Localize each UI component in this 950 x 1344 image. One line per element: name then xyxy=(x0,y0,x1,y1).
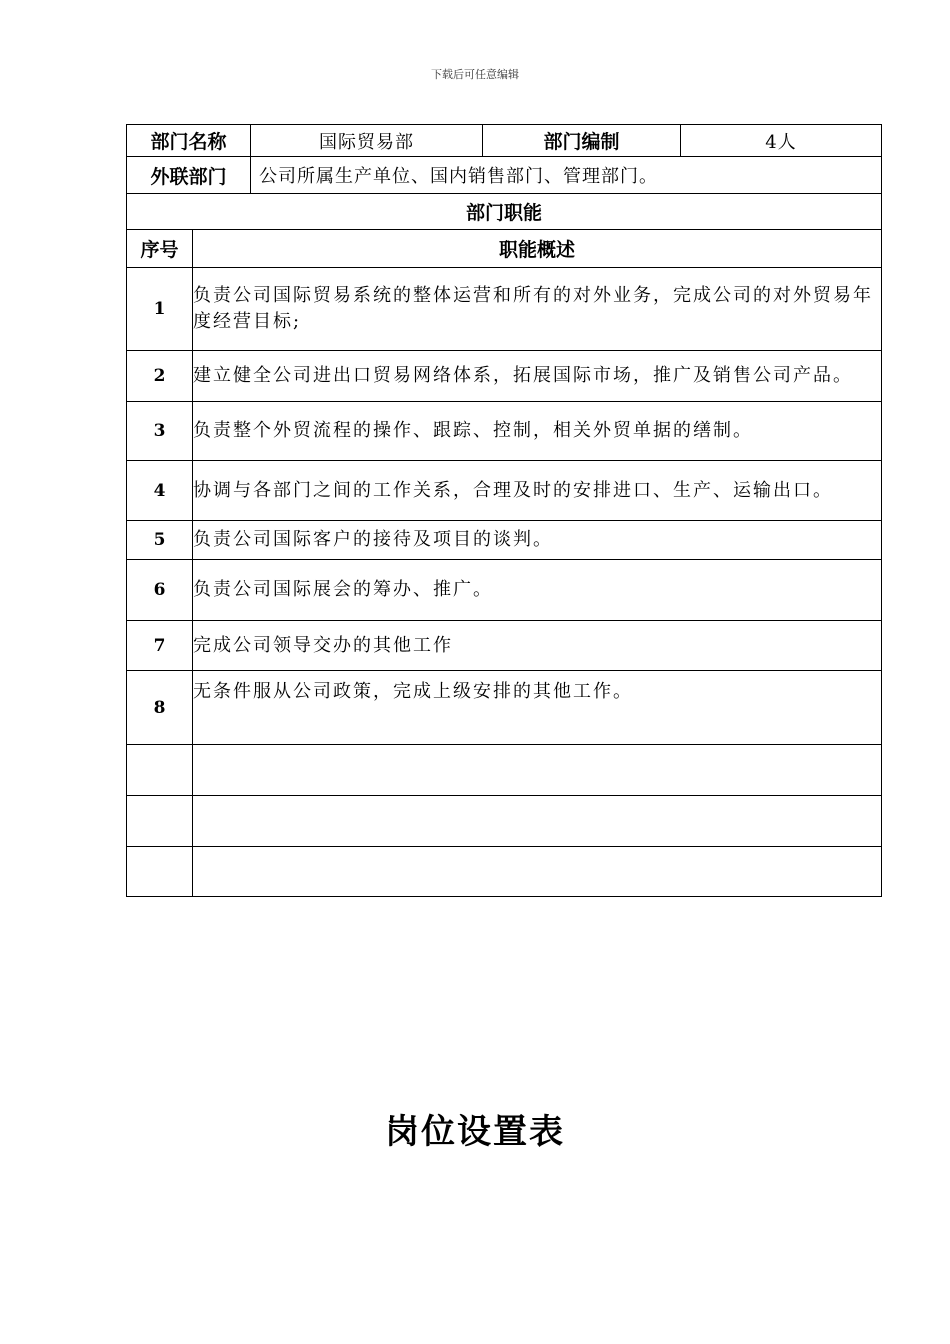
row-description: 负责公司国际贸易系统的整体运营和所有的对外业务，完成公司的对外贸易年度经营目标; xyxy=(193,268,882,351)
empty-row xyxy=(127,745,882,796)
liaison-row xyxy=(127,157,882,194)
liaison-value: 公司所属生产单位、国内销售部门、管理部门。 xyxy=(251,157,882,194)
col-header-desc: 职能概述 xyxy=(193,230,882,268)
table-row xyxy=(127,268,882,351)
row-number: 8 xyxy=(127,671,193,745)
row-number: 4 xyxy=(127,461,193,521)
empty-row xyxy=(127,847,882,897)
dept-name-label: 部门名称 xyxy=(127,125,251,157)
empty-cell xyxy=(193,796,882,847)
table-row xyxy=(127,402,882,461)
row-description: 负责公司国际展会的筹办、推广。 xyxy=(193,560,882,621)
page-title: 岗位设置表 xyxy=(385,1112,565,1152)
row-number: 6 xyxy=(127,560,193,621)
department-function-table xyxy=(126,124,882,897)
row-description: 负责整个外贸流程的操作、跟踪、控制，相关外贸单据的缮制。 xyxy=(193,402,882,461)
empty-cell xyxy=(127,745,193,796)
liaison-label: 外联部门 xyxy=(127,157,251,194)
dept-name-value: 国际贸易部 xyxy=(251,125,483,157)
col-header-no: 序号 xyxy=(127,230,193,268)
empty-cell xyxy=(127,847,193,897)
empty-row xyxy=(127,796,882,847)
dept-staff-label: 部门编制 xyxy=(483,125,681,157)
header-note: 下载后可任意编辑 xyxy=(431,68,519,81)
table-row xyxy=(127,671,882,745)
section-title-row xyxy=(127,194,882,230)
row-number: 1 xyxy=(127,268,193,351)
table-row xyxy=(127,351,882,402)
table-row xyxy=(127,560,882,621)
row-description: 建立健全公司进出口贸易网络体系，拓展国际市场，推广及销售公司产品。 xyxy=(193,351,882,402)
row-description: 完成公司领导交办的其他工作 xyxy=(193,621,882,671)
table-row xyxy=(127,521,882,560)
dept-staff-value: 4人 xyxy=(681,125,882,157)
row-number: 3 xyxy=(127,402,193,461)
row-number: 5 xyxy=(127,521,193,560)
empty-cell xyxy=(193,745,882,796)
empty-cell xyxy=(127,796,193,847)
section-title: 部门职能 xyxy=(127,194,882,230)
dept-name-row xyxy=(127,125,882,157)
row-description: 负责公司国际客户的接待及项目的谈判。 xyxy=(193,521,882,560)
empty-cell xyxy=(193,847,882,897)
row-description: 协调与各部门之间的工作关系，合理及时的安排进口、生产、运输出口。 xyxy=(193,461,882,521)
row-number: 2 xyxy=(127,351,193,402)
table-row xyxy=(127,621,882,671)
table-row xyxy=(127,461,882,521)
column-header-row xyxy=(127,230,882,268)
row-number: 7 xyxy=(127,621,193,671)
row-description: 无条件服从公司政策，完成上级安排的其他工作。 xyxy=(193,671,882,745)
